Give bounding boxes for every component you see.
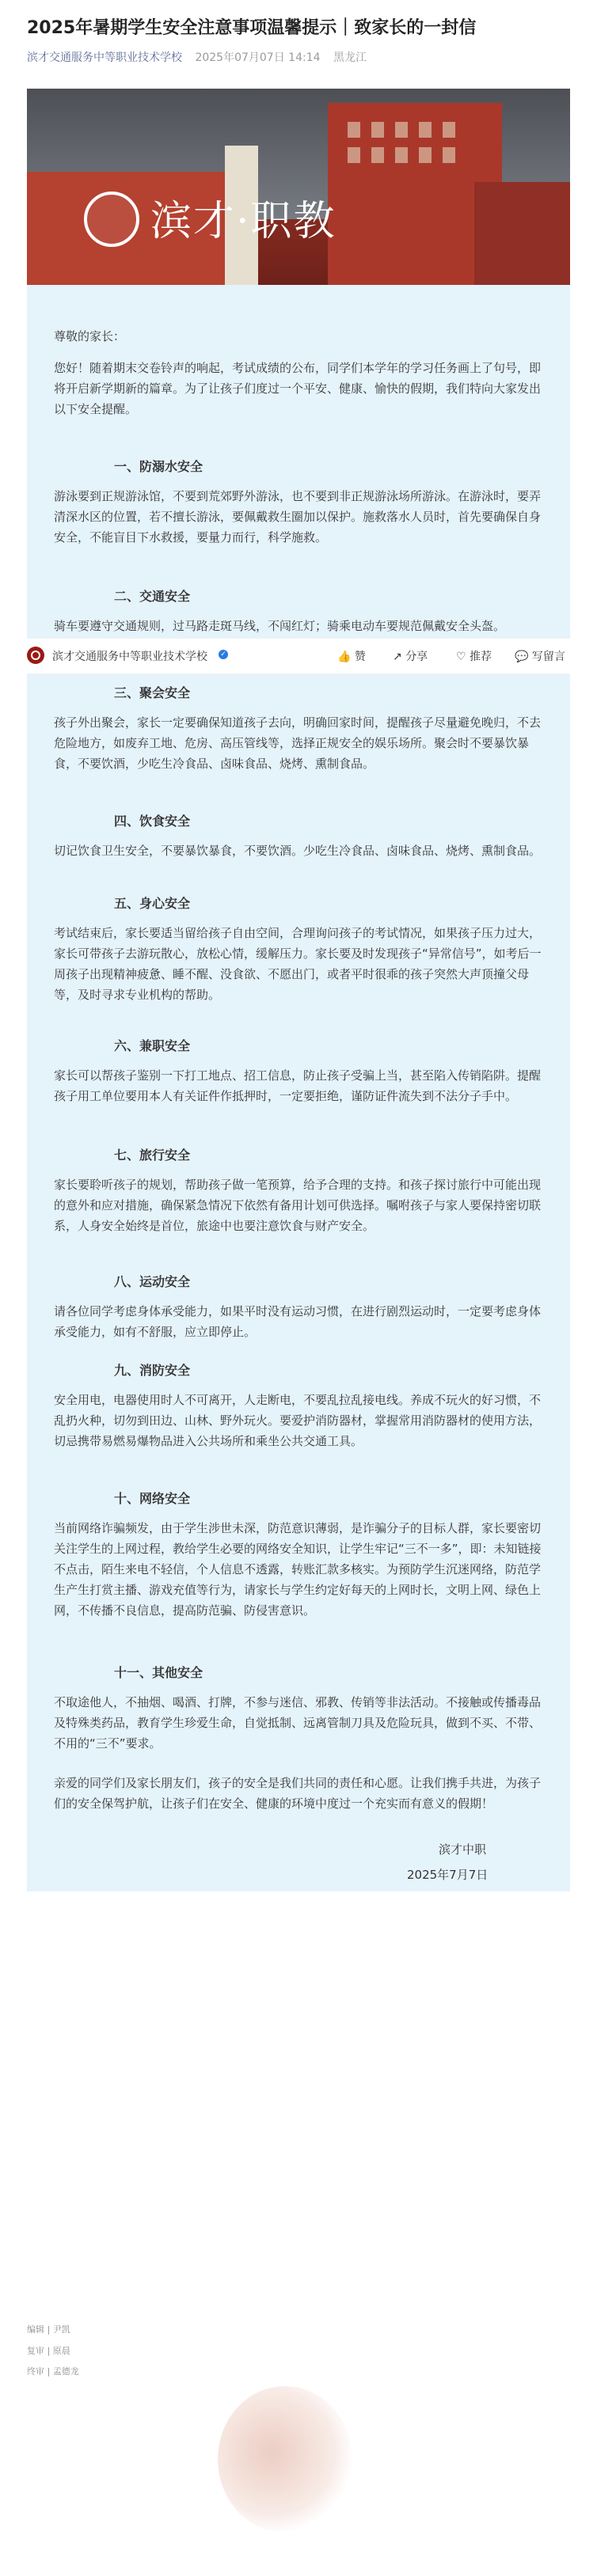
section-body: 孩子外出聚会，家长一定要确保知道孩子去向，明确回家时间，提醒孩子尽量避免晚归，不去危险地方，如废弃工地、危房、高压管线等，选择正规安全的娱乐场所。聚会时不要暴饮暴食，不要饮酒，少吃生冷食品、卤味食品、烧烤、熏制食品。 bbox=[54, 715, 542, 771]
section-body: 家长可以帮孩子鉴别一下打工地点、招工信息，防止孩子受骗上当，甚至陷入传销陷阱。提醒孩子用工单位要用本人有关证件作抵押时，一定要拒绝，谨防证件流失到不法分子手中。 bbox=[54, 1068, 542, 1103]
letter-card bbox=[27, 285, 570, 1891]
section-title: 九、消防安全 bbox=[114, 1363, 191, 1378]
share-button[interactable]: ↗ 分享 bbox=[393, 651, 428, 663]
section-title: 二、交通安全 bbox=[114, 589, 191, 604]
greeting: 尊敬的家长： bbox=[54, 329, 126, 343]
editor-line: 编辑 | 尹凯 bbox=[27, 2324, 70, 2335]
section-title: 三、聚会安全 bbox=[114, 685, 191, 700]
heart-icon: ♡ bbox=[456, 651, 466, 663]
section-title: 十、网络安全 bbox=[114, 1491, 191, 1506]
blurred-image bbox=[218, 2386, 352, 2532]
article-meta bbox=[27, 49, 367, 65]
account-avatar[interactable] bbox=[27, 647, 44, 664]
section-title: 七、旅行安全 bbox=[114, 1148, 191, 1163]
section-body: 游泳要到正规游泳馆，不要到荒郊野外游泳，也不要到非正规游泳场所游泳。在游泳时，要弄清深水区的位置，若不擅长游泳，要佩戴救生圈加以保护。施救落水人员时，首先要确保自身安全，不能盲目下水救援，要量力而行，科学施救。 bbox=[54, 489, 542, 544]
intro-paragraph: 您好！随着期末交卷铃声的响起，考试成绩的公布，同学们本学年的学习任务画上了句号，即将开启新学期新的篇章。为了让孩子们度过一个平安、健康、愉快的假期，我们特向大家发出以下安全提醒。 bbox=[54, 361, 542, 416]
section-body: 家长要聆听孩子的规划，帮助孩子做一笔预算，给予合理的支持。和孩子探讨旅行中可能出现的意外和应对措施，确保紧急情况下依然有备用计划可供选择。嘱咐孩子与家人要保持密切联系，人身安全始终是首位，旅途中也要注意饮食与财产安全。 bbox=[54, 1178, 542, 1233]
hero-image bbox=[27, 89, 570, 285]
section-body: 安全用电，电器使用时人不可离开，人走断电，不要乱拉乱接电线。养成不玩火的好习惯，不乱扔火种，切勿到田边、山林、野外玩火。要爱护消防器材，掌握常用消防器材的使用方法，切忌携带易燃易爆物品进入公共场所和乘坐公共交通工具。 bbox=[54, 1393, 542, 1448]
section-title: 八、运动安全 bbox=[114, 1274, 191, 1289]
school-logo-icon bbox=[84, 192, 139, 247]
reviewer-line: 复审 | 原晨 bbox=[27, 2346, 70, 2356]
section-title: 一、防溺水安全 bbox=[114, 459, 203, 474]
section-body: 骑车要遵守交通规则，过马路走斑马线，不闯红灯；骑乘电动车要规范佩戴安全头盔。 bbox=[54, 619, 506, 633]
like-button[interactable]: 👍 赞 bbox=[337, 651, 366, 663]
share-icon: ↗ bbox=[393, 651, 402, 663]
sticky-action-bar bbox=[27, 638, 570, 674]
account-name[interactable]: 滨才交通服务中等职业技术学校 bbox=[52, 651, 207, 663]
account-link[interactable]: 滨才交通服务中等职业技术学校 bbox=[27, 51, 182, 64]
verified-icon: ✓ bbox=[219, 650, 228, 659]
signature: 滨才中职 bbox=[439, 1842, 487, 1857]
article-title: 2025年暑期学生安全注意事项温馨提示｜致家长的一封信 bbox=[27, 18, 477, 38]
section-body: 切记饮食卫生安全，不要暴饮暴食，不要饮酒。少吃生冷食品、卤味食品、烧烤、熏制食品。 bbox=[54, 844, 542, 858]
thumbs-up-icon: 👍 bbox=[337, 651, 352, 663]
final-review-line: 终审 | 孟德龙 bbox=[27, 2366, 79, 2377]
publish-date: 2025年07月07日 14:14 bbox=[195, 51, 321, 64]
section-body: 当前网络诈骗频发，由于学生涉世未深，防范意识薄弱，是诈骗分子的目标人群，家长要密切关注学生的上网过程，教给学生必要的网络安全知识，让学生牢记“三不一多”，即：未知链接不点击，陌生来电不轻信，个人信息不透露，转账汇款多核实。为预防学生沉迷网络，防范学生产生打赏主播、游戏充值等行为，请家长与学生约定好每天的上网时长，文明上网、绿色上网，不传播不良信息，提高防范骗、防侵害意识。 bbox=[54, 1521, 542, 1618]
signature-date: 2025年7月7日 bbox=[407, 1868, 489, 1882]
closing-paragraph: 亲爱的同学们及家长朋友们，孩子的安全是我们共同的责任和心愿。让我们携手共进，为孩子们的安全保驾护航，让孩子们在安全、健康的环境中度过一个充实而有意义的假期！ bbox=[54, 1776, 542, 1811]
recommend-button[interactable]: ♡ 推荐 bbox=[456, 651, 492, 663]
section-title: 四、饮食安全 bbox=[114, 814, 191, 829]
hero-logo-text: 滨才·职教 bbox=[150, 198, 337, 245]
section-body: 不取途他人，不抽烟、喝酒、打牌，不参与迷信、邪教、传销等非法活动。不接触或传播毒品及特殊类药品，教育学生珍爱生命，自觉抵制、远离管制刀具及危险玩具，做到不买、不带、不用的“三不”要求。 bbox=[54, 1695, 542, 1751]
section-title: 六、兼职安全 bbox=[114, 1038, 191, 1053]
location: 黑龙江 bbox=[333, 51, 367, 64]
section-title: 五、身心安全 bbox=[114, 896, 191, 911]
comment-button[interactable]: 💬 写留言 bbox=[515, 651, 565, 663]
section-title: 十一、其他安全 bbox=[114, 1665, 203, 1680]
section-body: 考试结束后，家长要适当留给孩子自由空间，合理询问孩子的考试情况，如果孩子压力过大，家长可带孩子去游玩散心，放松心情，缓解压力。家长要及时发现孩子“异常信号”，如考后一周孩子出现精神疲惫、睡不醒、没食欲、不愿出门，或者平时很乖的孩子突然大声顶撞父母等，及时寻求专业机构的帮助。 bbox=[54, 926, 542, 1002]
comment-icon: 💬 bbox=[515, 651, 529, 663]
section-body: 请各位同学考虑身体承受能力，如果平时没有运动习惯，在进行剧烈运动时，一定要考虑身体承受能力，如有不舒服，应立即停止。 bbox=[54, 1304, 542, 1339]
